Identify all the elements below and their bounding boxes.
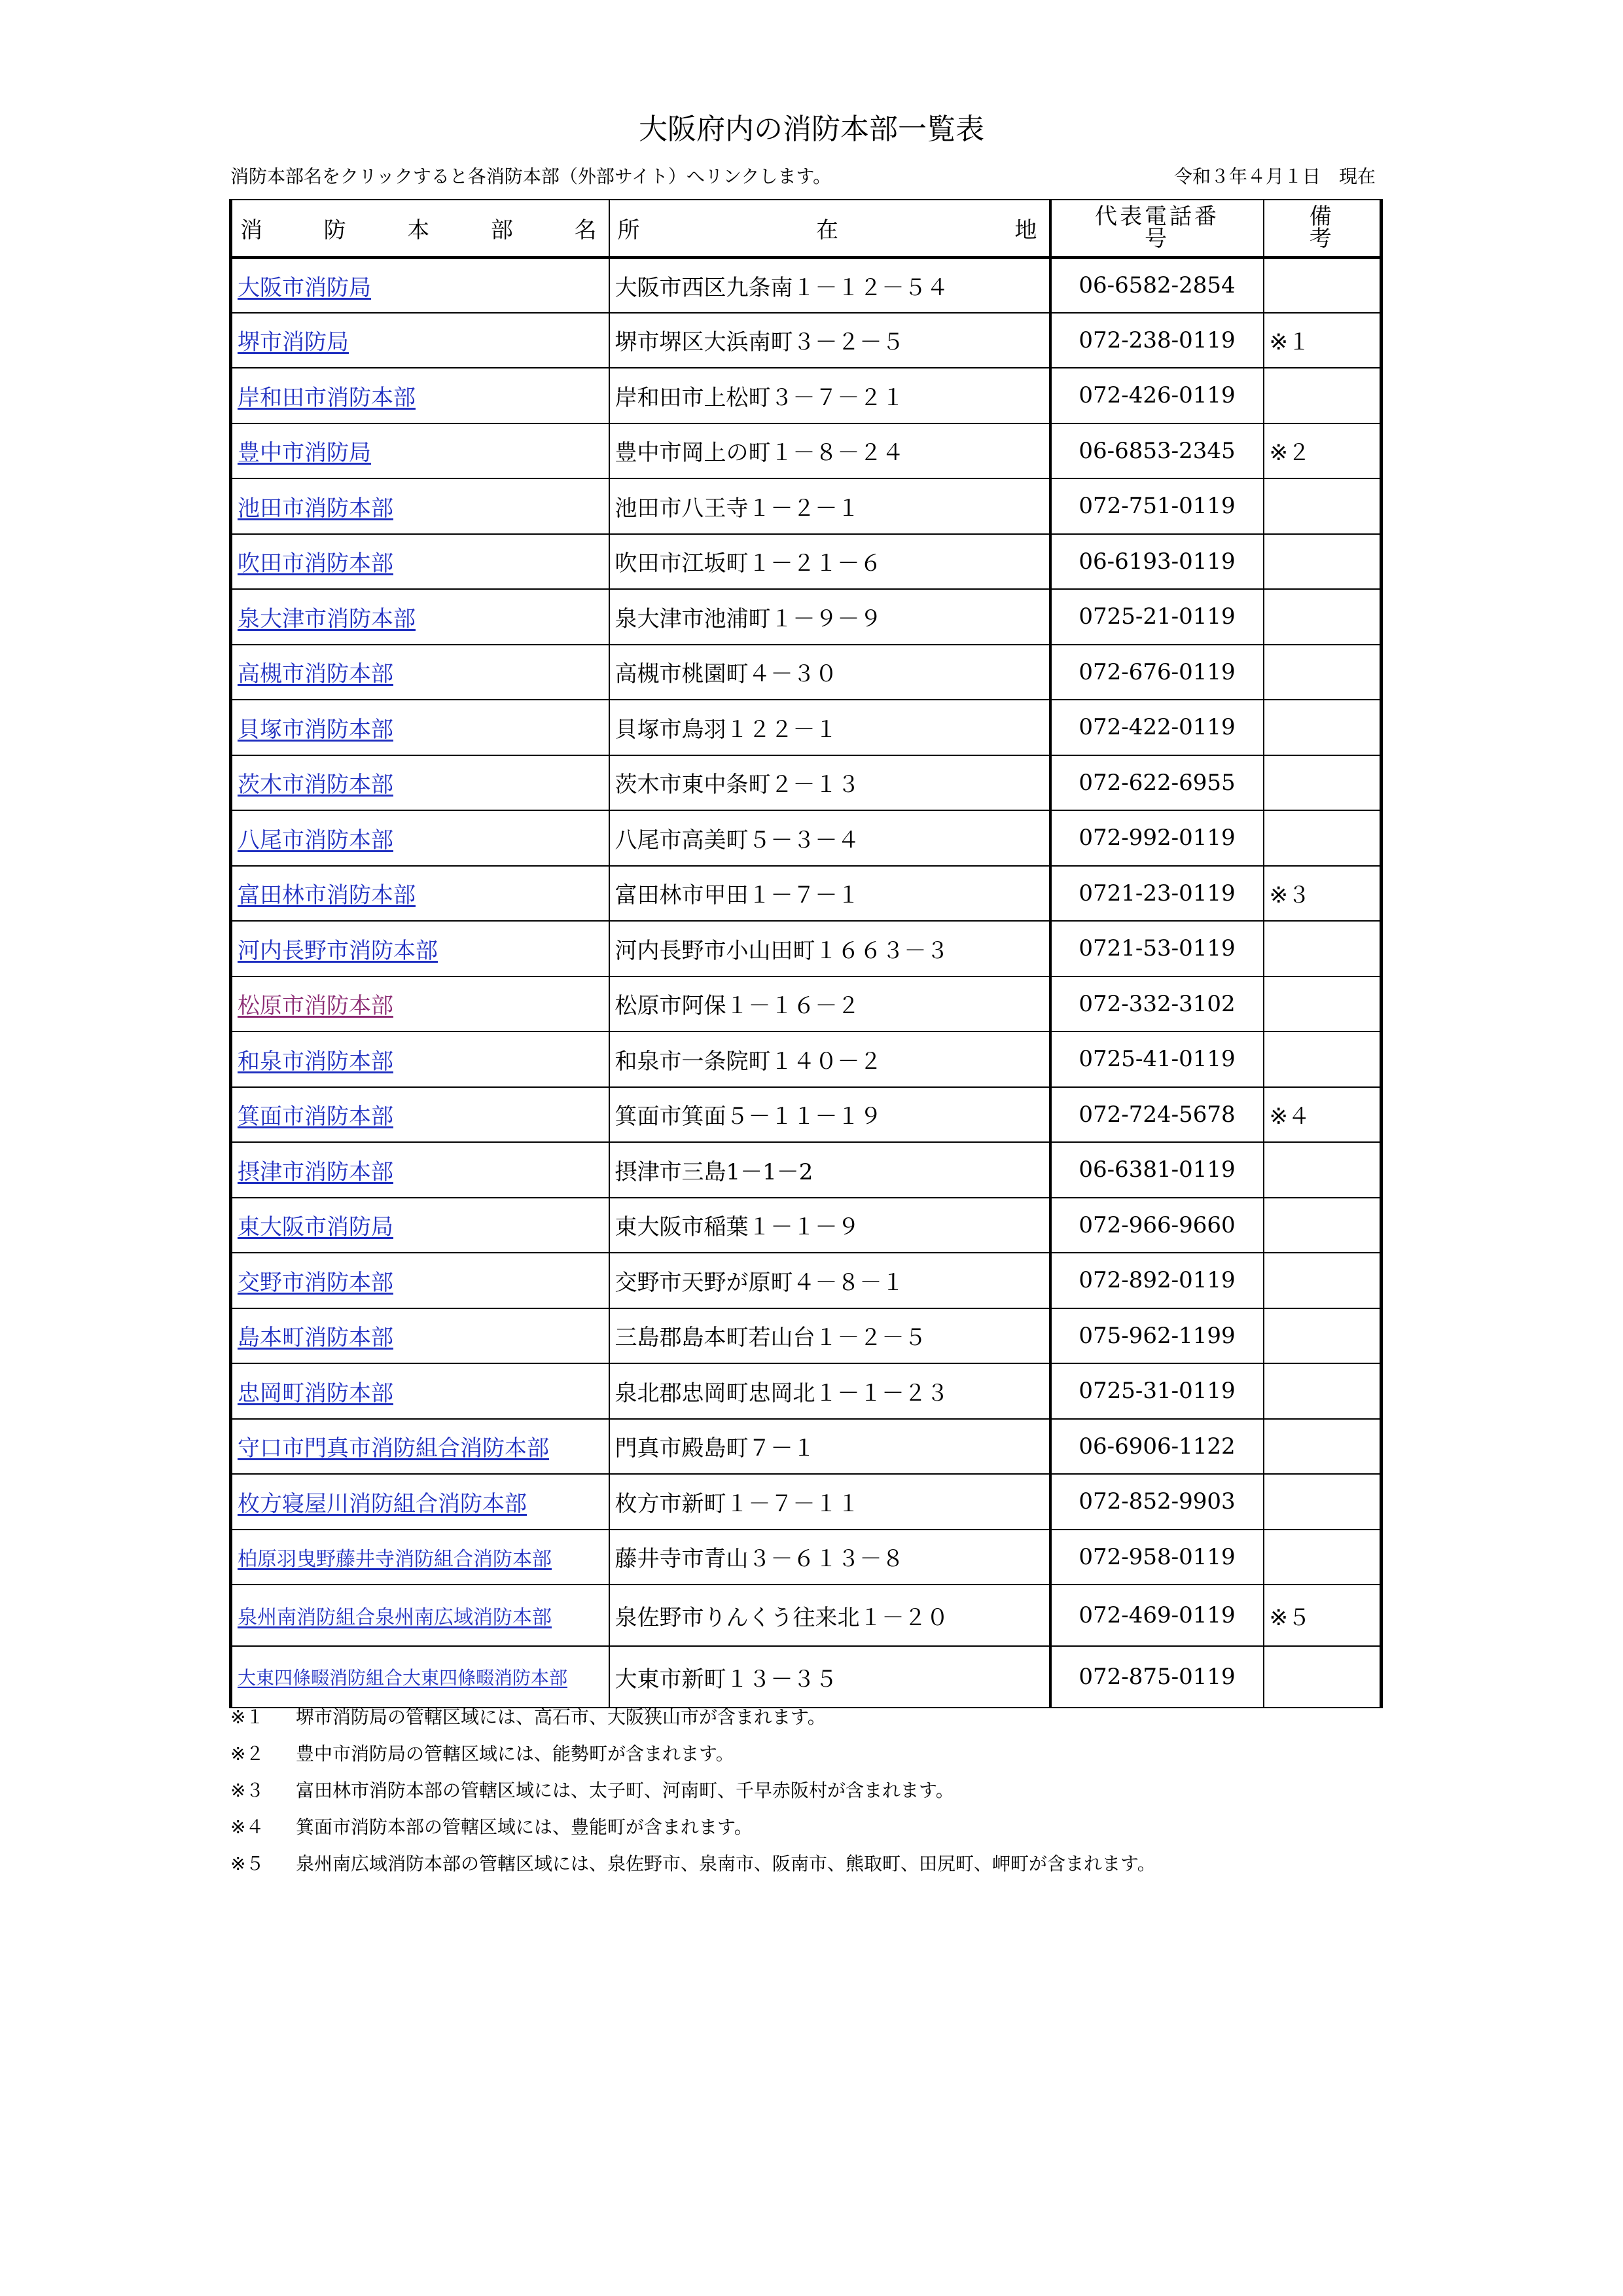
phone-cell: 0721-23-0119 [1050, 866, 1264, 922]
phone-cell: 072-469-0119 [1050, 1585, 1264, 1646]
remarks-cell [1264, 1474, 1382, 1530]
footnote-text: 堺市消防局の管轄区域には、高石市、大阪狭山市が含まれます。 [296, 1706, 826, 1728]
phone-cell: 075-962-1199 [1050, 1308, 1264, 1364]
table-row [231, 755, 1382, 811]
address-header-char: 在 [816, 217, 838, 243]
footnote-text: 豊中市消防局の管轄区域には、能勢町が含まれます。 [296, 1743, 734, 1765]
phone-cell: 072-875-0119 [1050, 1646, 1264, 1708]
phone-cell: 072-332-3102 [1050, 977, 1264, 1032]
address-cell: 箕面市箕面５－１１－１９ [609, 1087, 1050, 1143]
table-row [231, 645, 1382, 700]
table-row [231, 534, 1382, 590]
address-cell: 大東市新町１３－３５ [609, 1646, 1050, 1708]
remarks-cell [1264, 534, 1382, 590]
department-name-cell [231, 368, 609, 423]
department-link[interactable]: 豊中市消防局 [238, 440, 371, 467]
remarks-cell [1264, 257, 1382, 313]
table-row [231, 1142, 1382, 1198]
table-row [231, 977, 1382, 1032]
department-link[interactable]: 枚方寝屋川消防組合消防本部 [238, 1490, 527, 1517]
department-name-cell [231, 313, 609, 368]
remarks-cell [1264, 1253, 1382, 1308]
footnote [230, 1699, 1156, 1736]
department-link[interactable]: 高槻市消防本部 [238, 661, 393, 688]
remarks-cell [1264, 1308, 1382, 1364]
phone-cell: 072-958-0119 [1050, 1530, 1264, 1585]
department-link[interactable]: 岸和田市消防本部 [238, 384, 416, 411]
department-name-cell [231, 977, 609, 1032]
address-cell: 三島郡島本町若山台１－２－５ [609, 1308, 1050, 1364]
remarks-cell [1264, 478, 1382, 534]
phone-cell: 0725-31-0119 [1050, 1363, 1264, 1419]
remarks-cell [1264, 1646, 1382, 1708]
footnote [230, 1772, 1156, 1809]
address-cell: 東大阪市稲葉１－１－９ [609, 1198, 1050, 1253]
remarks-cell [1264, 755, 1382, 811]
department-link[interactable]: 泉大津市消防本部 [238, 605, 416, 632]
remarks-header-line1: 備 [1309, 204, 1334, 230]
department-name-cell [231, 1419, 609, 1475]
remarks-cell [1264, 1363, 1382, 1419]
department-link[interactable]: 松原市消防本部 [238, 993, 393, 1020]
footnote-mark: ※４ [230, 1816, 264, 1838]
address-cell: 茨木市東中条町２－１３ [609, 755, 1050, 811]
department-link[interactable]: 泉州南消防組合泉州南広域消防本部 [238, 1606, 552, 1629]
department-link[interactable]: 大東四條畷消防組合大東四條畷消防本部 [238, 1667, 568, 1689]
department-name-cell [231, 700, 609, 755]
department-name-cell [231, 534, 609, 590]
table-row [231, 1646, 1382, 1708]
name-header-char: 本 [407, 217, 430, 243]
address-cell: 富田林市甲田１－７－１ [609, 866, 1050, 922]
footnote-mark: ※５ [230, 1853, 264, 1874]
table-row [231, 257, 1382, 313]
address-cell: 泉北郡忠岡町忠岡北１－１－２３ [609, 1363, 1050, 1419]
footnote-text: 箕面市消防本部の管轄区域には、豊能町が含まれます。 [296, 1816, 753, 1838]
table-row [231, 921, 1382, 977]
footnotes [230, 1699, 1156, 1882]
name-header-char: 名 [574, 217, 597, 243]
department-name-cell [231, 423, 609, 479]
department-link[interactable]: 忠岡町消防本部 [238, 1380, 393, 1407]
footnote [230, 1736, 1156, 1772]
table-row [231, 423, 1382, 479]
footnote [230, 1846, 1156, 1882]
footnote-mark: ※１ [230, 1706, 264, 1728]
remarks-cell [1264, 1419, 1382, 1475]
phone-cell: 072-238-0119 [1050, 313, 1264, 368]
department-link[interactable]: 富田林市消防本部 [238, 882, 416, 909]
address-cell: 和泉市一条院町１４０－２ [609, 1031, 1050, 1087]
phone-cell: 072-622-6955 [1050, 755, 1264, 811]
table-row [231, 810, 1382, 866]
remarks-cell: ※４ [1264, 1087, 1382, 1143]
department-link[interactable]: 貝塚市消防本部 [238, 716, 393, 743]
department-link[interactable]: 交野市消防本部 [238, 1269, 393, 1296]
department-link[interactable]: 八尾市消防本部 [238, 827, 393, 853]
department-name-cell [231, 1031, 609, 1087]
remarks-cell [1264, 645, 1382, 700]
department-name-cell [231, 1530, 609, 1585]
as-of-date: 令和３年４月１日 現在 [1173, 166, 1376, 187]
phone-cell: 06-6193-0119 [1050, 534, 1264, 590]
table-row [231, 478, 1382, 534]
footnote-mark: ※２ [230, 1743, 264, 1765]
department-link[interactable]: 島本町消防本部 [238, 1325, 393, 1352]
link-instruction: 消防本部名をクリックすると各消防本部（外部サイト）へリンクします。 [230, 166, 832, 187]
address-cell: 河内長野市小山田町１６６３－３ [609, 921, 1050, 977]
remarks-cell [1264, 589, 1382, 645]
address-cell: 堺市堺区大浜南町３－２－５ [609, 313, 1050, 368]
phone-header-line2: 号 [1145, 226, 1169, 253]
department-link[interactable]: 摂津市消防本部 [238, 1158, 393, 1185]
department-link[interactable]: 柏原羽曳野藤井寺消防組合消防本部 [238, 1547, 552, 1571]
department-link[interactable]: 茨木市消防本部 [238, 772, 393, 798]
address-cell: 高槻市桃園町４－３０ [609, 645, 1050, 700]
phone-cell: 06-6906-1122 [1050, 1419, 1264, 1475]
department-name-cell [231, 1308, 609, 1364]
address-header-char: 地 [1014, 217, 1037, 243]
remarks-cell [1264, 1530, 1382, 1585]
name-header-char: 部 [490, 217, 513, 243]
address-cell: 吹田市江坂町１－２１－６ [609, 534, 1050, 590]
address-cell: 枚方市新町１－７－１１ [609, 1474, 1050, 1530]
column-header-remarks [1264, 200, 1382, 257]
department-name-cell [231, 1142, 609, 1198]
table-row [231, 1474, 1382, 1530]
department-name-cell [231, 645, 609, 700]
remarks-cell [1264, 700, 1382, 755]
address-cell: 貝塚市鳥羽１２２－１ [609, 700, 1050, 755]
department-name-cell [231, 1253, 609, 1308]
remarks-cell [1264, 1031, 1382, 1087]
address-cell: 泉佐野市りんくう往来北１－２０ [609, 1585, 1050, 1646]
department-link[interactable]: 箕面市消防本部 [238, 1103, 393, 1130]
phone-cell: 072-724-5678 [1050, 1087, 1264, 1143]
remarks-cell [1264, 921, 1382, 977]
phone-cell: 06-6381-0119 [1050, 1142, 1264, 1198]
department-name-cell [231, 257, 609, 313]
department-name-cell [231, 589, 609, 645]
remarks-cell: ※３ [1264, 866, 1382, 922]
fire-department-table [229, 199, 1383, 1708]
address-cell: 門真市殿島町７－１ [609, 1419, 1050, 1475]
table-row [231, 1087, 1382, 1143]
phone-cell: 072-422-0119 [1050, 700, 1264, 755]
table-row [231, 1363, 1382, 1419]
table-row [231, 589, 1382, 645]
department-link[interactable]: 吹田市消防本部 [238, 550, 393, 577]
phone-cell: 072-751-0119 [1050, 478, 1264, 534]
remarks-cell [1264, 1142, 1382, 1198]
department-link[interactable]: 河内長野市消防本部 [238, 937, 438, 964]
phone-cell: 072-966-9660 [1050, 1198, 1264, 1253]
phone-cell: 06-6582-2854 [1050, 257, 1264, 313]
department-name-cell [231, 478, 609, 534]
department-link[interactable]: 堺市消防局 [238, 329, 349, 356]
table-row [231, 313, 1382, 368]
remarks-cell [1264, 977, 1382, 1032]
department-link[interactable]: 守口市門真市消防組合消防本部 [238, 1435, 549, 1462]
department-name-cell [231, 1646, 609, 1708]
table-row [231, 1308, 1382, 1364]
phone-header-line1: 代表電話番 [1095, 204, 1219, 230]
table-row [231, 1419, 1382, 1475]
address-cell: 八尾市高美町５－３－４ [609, 810, 1050, 866]
address-header-char: 所 [617, 217, 640, 243]
address-cell: 豊中市岡上の町１－８－２４ [609, 423, 1050, 479]
phone-cell: 072-426-0119 [1050, 368, 1264, 423]
department-link[interactable]: 和泉市消防本部 [238, 1048, 393, 1075]
table-row [231, 1585, 1382, 1646]
department-name-cell [231, 1474, 609, 1530]
department-name-cell [231, 1198, 609, 1253]
department-name-cell [231, 810, 609, 866]
address-cell: 藤井寺市青山３－６１３－８ [609, 1530, 1050, 1585]
department-name-cell [231, 1087, 609, 1143]
table-row [231, 368, 1382, 423]
address-cell: 大阪市西区九条南１－１２－５４ [609, 257, 1050, 313]
column-header-address [609, 200, 1050, 257]
name-header-char: 消 [240, 217, 262, 243]
phone-cell: 0721-53-0119 [1050, 921, 1264, 977]
page-title: 大阪府内の消防本部一覧表 [639, 113, 984, 146]
remarks-cell: ※１ [1264, 313, 1382, 368]
phone-cell: 0725-41-0119 [1050, 1031, 1264, 1087]
department-link[interactable]: 大阪市消防局 [238, 274, 371, 301]
table-row [231, 1031, 1382, 1087]
department-name-cell [231, 921, 609, 977]
table-row [231, 1198, 1382, 1253]
department-link[interactable]: 池田市消防本部 [238, 495, 393, 522]
address-cell: 泉大津市池浦町１－９－９ [609, 589, 1050, 645]
table-row [231, 866, 1382, 922]
phone-cell: 0725-21-0119 [1050, 589, 1264, 645]
remarks-header-line2: 考 [1309, 226, 1334, 253]
table-row [231, 1253, 1382, 1308]
remarks-cell: ※５ [1264, 1585, 1382, 1646]
address-cell: 摂津市三島1－1－2 [609, 1142, 1050, 1198]
address-cell: 岸和田市上松町３－７－２１ [609, 368, 1050, 423]
address-cell: 松原市阿保１－１６－２ [609, 977, 1050, 1032]
department-name-cell [231, 1363, 609, 1419]
phone-cell: 072-992-0119 [1050, 810, 1264, 866]
remarks-cell [1264, 1198, 1382, 1253]
department-name-cell [231, 755, 609, 811]
phone-cell: 072-676-0119 [1050, 645, 1264, 700]
phone-cell: 072-892-0119 [1050, 1253, 1264, 1308]
table-row [231, 1530, 1382, 1585]
name-header-char: 防 [323, 217, 346, 243]
table-header-row [231, 200, 1382, 257]
table-row [231, 700, 1382, 755]
footnote [230, 1809, 1156, 1846]
footnote-mark: ※３ [230, 1780, 264, 1801]
department-link[interactable]: 東大阪市消防局 [238, 1214, 393, 1241]
department-name-cell [231, 866, 609, 922]
phone-cell: 06-6853-2345 [1050, 423, 1264, 479]
column-header-phone [1050, 200, 1264, 257]
remarks-cell [1264, 368, 1382, 423]
header-subline [230, 162, 1376, 191]
column-header-name [231, 200, 609, 257]
address-cell: 交野市天野が原町４－８－１ [609, 1253, 1050, 1308]
address-cell: 池田市八王寺１－２－１ [609, 478, 1050, 534]
remarks-cell: ※２ [1264, 423, 1382, 479]
footnote-text: 泉州南広域消防本部の管轄区域には、泉佐野市、泉南市、阪南市、熊取町、田尻町、岬町が含まれます。 [296, 1853, 1156, 1874]
footnote-text: 富田林市消防本部の管轄区域には、太子町、河南町、千早赤阪村が含まれます。 [296, 1780, 954, 1801]
phone-cell: 072-852-9903 [1050, 1474, 1264, 1530]
remarks-cell [1264, 810, 1382, 866]
department-name-cell [231, 1585, 609, 1646]
